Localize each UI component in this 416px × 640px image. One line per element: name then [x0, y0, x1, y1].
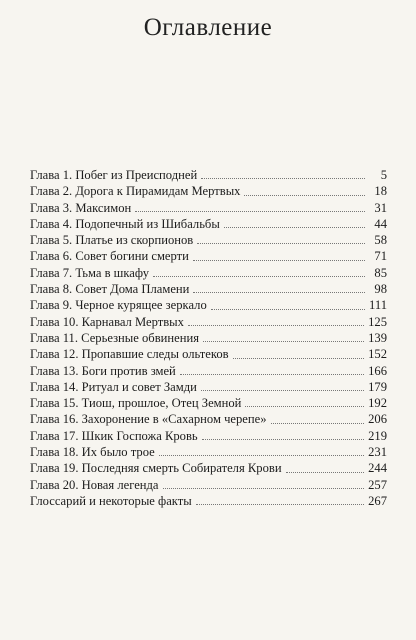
toc-entry-label: Глава 13. Боги против змей: [30, 363, 176, 378]
toc-entry: [30, 314, 387, 330]
dot-leader: [203, 340, 364, 342]
toc-entry-label: Глава 3. Максимон: [30, 200, 132, 215]
toc-entry: [30, 265, 387, 281]
dot-leader: [180, 373, 364, 375]
dot-leader: [211, 308, 365, 310]
toc-entry-page-number: 192: [368, 396, 387, 411]
toc-entry-page-number: 18: [374, 184, 387, 199]
toc-entry-label: Глава 7. Тьма в шкафу: [30, 265, 150, 280]
toc-entry: [30, 232, 387, 248]
dot-leader: [201, 177, 365, 179]
toc-entry: [30, 167, 387, 183]
toc-entry: [30, 330, 387, 346]
toc-entry-page-number: 257: [368, 477, 387, 492]
toc-entry-page-number: 219: [368, 428, 387, 443]
toc-entry-label: Глава 8. Совет Дома Пламени: [30, 282, 190, 297]
toc-entry-label: Глава 15. Тиош, прошлое, Отец Земной: [30, 396, 242, 411]
dot-leader: [197, 242, 365, 244]
toc-entry: [30, 460, 387, 476]
toc-entry-page-number: 139: [368, 330, 387, 345]
dot-leader: [224, 226, 365, 228]
toc-entry-label: Глава 19. Последняя смерть Собирателя Крови: [30, 461, 282, 476]
toc-entry: [30, 183, 387, 199]
toc-entry-label: Глава 4. Подопечный из Шибальбы: [30, 216, 220, 231]
toc-entry: [30, 395, 387, 411]
toc-entry-page-number: 244: [368, 461, 387, 476]
toc-entry: [30, 411, 387, 427]
dot-leader: [271, 422, 365, 424]
toc-entry-label: Глава 6. Совет богини смерти: [30, 249, 189, 264]
toc-entry: [30, 428, 387, 444]
toc-entry-page-number: 179: [368, 379, 387, 394]
toc-entry-page-number: 152: [368, 347, 387, 362]
toc-entry: [30, 346, 387, 362]
toc-entry-page-number: 44: [374, 216, 387, 231]
toc-entry-label: Глава 20. Новая легенда: [30, 477, 159, 492]
toc-entry-label: Глава 10. Карнавал Мертвых: [30, 314, 184, 329]
toc-entry-page-number: 85: [374, 265, 387, 280]
toc-entry-label: Глава 14. Ритуал и совет Замди: [30, 379, 197, 394]
toc-entry: [30, 444, 387, 460]
toc-entry-page-number: 166: [368, 363, 387, 378]
toc-entry-label: Глава 5. Платье из скорпионов: [30, 233, 194, 248]
dot-leader: [245, 405, 364, 407]
dot-leader: [135, 210, 365, 212]
page-title: Оглавление: [143, 14, 273, 41]
toc-entry: [30, 477, 387, 493]
toc-entry: [30, 216, 387, 232]
dot-leader: [163, 487, 365, 489]
toc-entry-page-number: 5: [380, 168, 387, 182]
toc-entry-label: Глава 18. Их было трое: [30, 445, 155, 460]
toc-entry-page-number: 267: [368, 493, 387, 508]
toc-entry-label: Глоссарий и некоторые факты: [30, 493, 192, 508]
toc-entry-label: Глава 1. Побег из Преисподней: [30, 168, 198, 182]
dot-leader: [188, 324, 364, 326]
dot-leader: [286, 471, 365, 473]
toc-entry-label: Глава 2. Дорога к Пирамидам Мертвых: [30, 184, 241, 199]
toc-entry-page-number: 111: [369, 298, 387, 313]
toc-entry: [30, 200, 387, 216]
toc-entry-page-number: 58: [374, 233, 387, 248]
dot-leader: [153, 275, 365, 277]
toc-entry-page-number: 206: [368, 412, 387, 427]
toc-entry: [30, 281, 387, 297]
toc-entry: [30, 379, 387, 395]
toc-entry-page-number: 125: [368, 314, 387, 329]
table-of-contents: [30, 167, 387, 509]
dot-leader: [233, 357, 365, 359]
toc-entry-page-number: 231: [368, 445, 387, 460]
toc-entry-page-number: 98: [374, 282, 387, 297]
dot-leader: [244, 194, 365, 196]
toc-entry: [30, 297, 387, 313]
toc-entry-label: Глава 16. Захоронение в «Сахарном черепе»: [30, 412, 267, 427]
dot-leader: [202, 438, 364, 440]
toc-entry: [30, 363, 387, 379]
dot-leader: [201, 389, 364, 391]
dot-leader: [196, 503, 364, 505]
toc-entry: [30, 493, 387, 509]
dot-leader: [193, 291, 365, 293]
toc-entry-label: Глава 9. Черное курящее зеркало: [30, 298, 207, 313]
toc-entry-page-number: 71: [374, 249, 387, 264]
toc-entry-label: Глава 17. Шкик Госпожа Кровь: [30, 428, 198, 443]
dot-leader: [193, 259, 365, 261]
toc-entry-page-number: 31: [374, 200, 387, 215]
toc-entry-label: Глава 12. Пропавшие следы ольтеков: [30, 347, 229, 362]
toc-entry: [30, 248, 387, 264]
toc-entry-label: Глава 11. Серьезные обвинения: [30, 330, 199, 345]
dot-leader: [159, 454, 364, 456]
